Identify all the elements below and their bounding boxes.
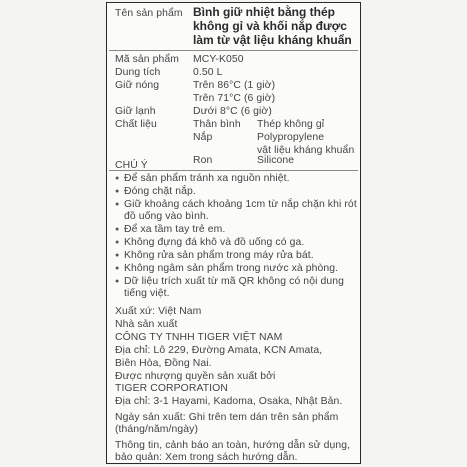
keep-cold-value: Dưới 8°C (6 giờ) bbox=[193, 106, 272, 117]
material-lid-value-2: vật liệu kháng khuẩn bbox=[257, 145, 355, 156]
manufacture-date-line-1: Ngày sản xuất: Ghi trên tem dán trên sản phẩm bbox=[115, 412, 339, 423]
capacity-value: 0.50 L bbox=[193, 67, 223, 78]
bullet-icon: ● bbox=[115, 201, 120, 208]
material-seal-label: Ron bbox=[193, 155, 213, 166]
producer-label: Nhà sản xuất bbox=[115, 319, 178, 330]
divider bbox=[109, 50, 358, 51]
caution-item: Để xa tầm tay trẻ em. bbox=[124, 224, 226, 235]
bullet-icon: ● bbox=[115, 252, 120, 259]
material-lid-label: Nắp bbox=[193, 132, 213, 143]
product-name-line-2: không gỉ và khối nắp được bbox=[193, 19, 347, 33]
material-label: Chất liệu bbox=[115, 119, 157, 130]
caution-item: Không ngâm sản phẩm trong nước xà phòng. bbox=[124, 263, 339, 274]
keep-hot-value-1: Trên 86°C (1 giờ) bbox=[193, 80, 276, 91]
product-label-sticker bbox=[106, 2, 361, 464]
product-code-label: Mã sản phẩm bbox=[115, 54, 180, 65]
caution-item: Giữ khoảng cách khoảng 1cm từ nắp chặn khi rót bbox=[124, 199, 357, 210]
bullet-icon: ● bbox=[115, 188, 120, 195]
corporation-name: TIGER CORPORATION bbox=[115, 383, 228, 394]
product-code-value: MCY-K050 bbox=[193, 54, 244, 65]
product-name-label: Tên sản phẩm bbox=[115, 8, 183, 19]
company-name: CÔNG TY TNHH TIGER VIỆT NAM bbox=[115, 332, 283, 343]
capacity-label: Dung tích bbox=[115, 67, 161, 78]
footer-line-1: Thông tin, cảnh báo an toàn, hướng dẫn sử dụng, bbox=[115, 440, 351, 451]
footer-line-2: bảo quản: Xem trong sách hướng dẫn. bbox=[115, 452, 298, 463]
keep-hot-value-2: Trên 71°C (6 giờ) bbox=[193, 93, 276, 104]
corporation-address: Địa chỉ: 3-1 Hayami, Kadoma, Osaka, Nhật Bản. bbox=[115, 396, 343, 407]
keep-cold-label: Giữ lạnh bbox=[115, 106, 156, 117]
product-name-line-1: Bình giữ nhiệt bằng thép bbox=[193, 5, 336, 19]
license-line: Được nhượng quyền sản xuất bởi bbox=[115, 371, 276, 382]
product-name-line-3: làm từ vật liệu kháng khuẩn bbox=[193, 33, 352, 47]
manufacture-date-line-2: (tháng/năm/ngày) bbox=[115, 424, 199, 435]
caution-item: Đóng chặt nắp. bbox=[124, 186, 196, 197]
keep-hot-label: Giữ nóng bbox=[115, 80, 160, 91]
material-seal-value: Silicone bbox=[257, 155, 295, 166]
company-address-line-1: Địa chỉ: Lô 229, Đường Amata, KCN Amata, bbox=[115, 345, 323, 356]
caution-item: Để sản phẩm tránh xa nguồn nhiệt. bbox=[124, 173, 290, 184]
material-body-label: Thân bình bbox=[193, 119, 241, 130]
caution-item: Không đựng đá khô và đồ uống có ga. bbox=[124, 237, 305, 248]
caution-item: Dữ liệu trích xuất từ mã QR không có nội dung bbox=[124, 276, 344, 287]
caution-item-continued: tiếng việt. bbox=[124, 288, 170, 299]
bullet-icon: ● bbox=[115, 239, 120, 246]
bullet-icon: ● bbox=[115, 265, 120, 272]
bullet-icon: ● bbox=[115, 226, 120, 233]
origin-line: Xuất xứ: Việt Nam bbox=[115, 306, 202, 317]
caution-title: CHÚ Ý bbox=[115, 160, 148, 171]
bullet-icon: ● bbox=[115, 175, 120, 182]
material-body-value: Thép không gỉ bbox=[257, 119, 325, 130]
caution-item: Không rửa sản phẩm trong máy rửa bát. bbox=[124, 250, 314, 261]
company-address-line-2: Biên Hòa, Đồng Nai. bbox=[115, 358, 212, 369]
bullet-icon: ● bbox=[115, 278, 120, 285]
caution-item-continued: đồ uống vào bình. bbox=[124, 211, 209, 222]
material-lid-value-1: Polypropylene bbox=[257, 132, 325, 143]
